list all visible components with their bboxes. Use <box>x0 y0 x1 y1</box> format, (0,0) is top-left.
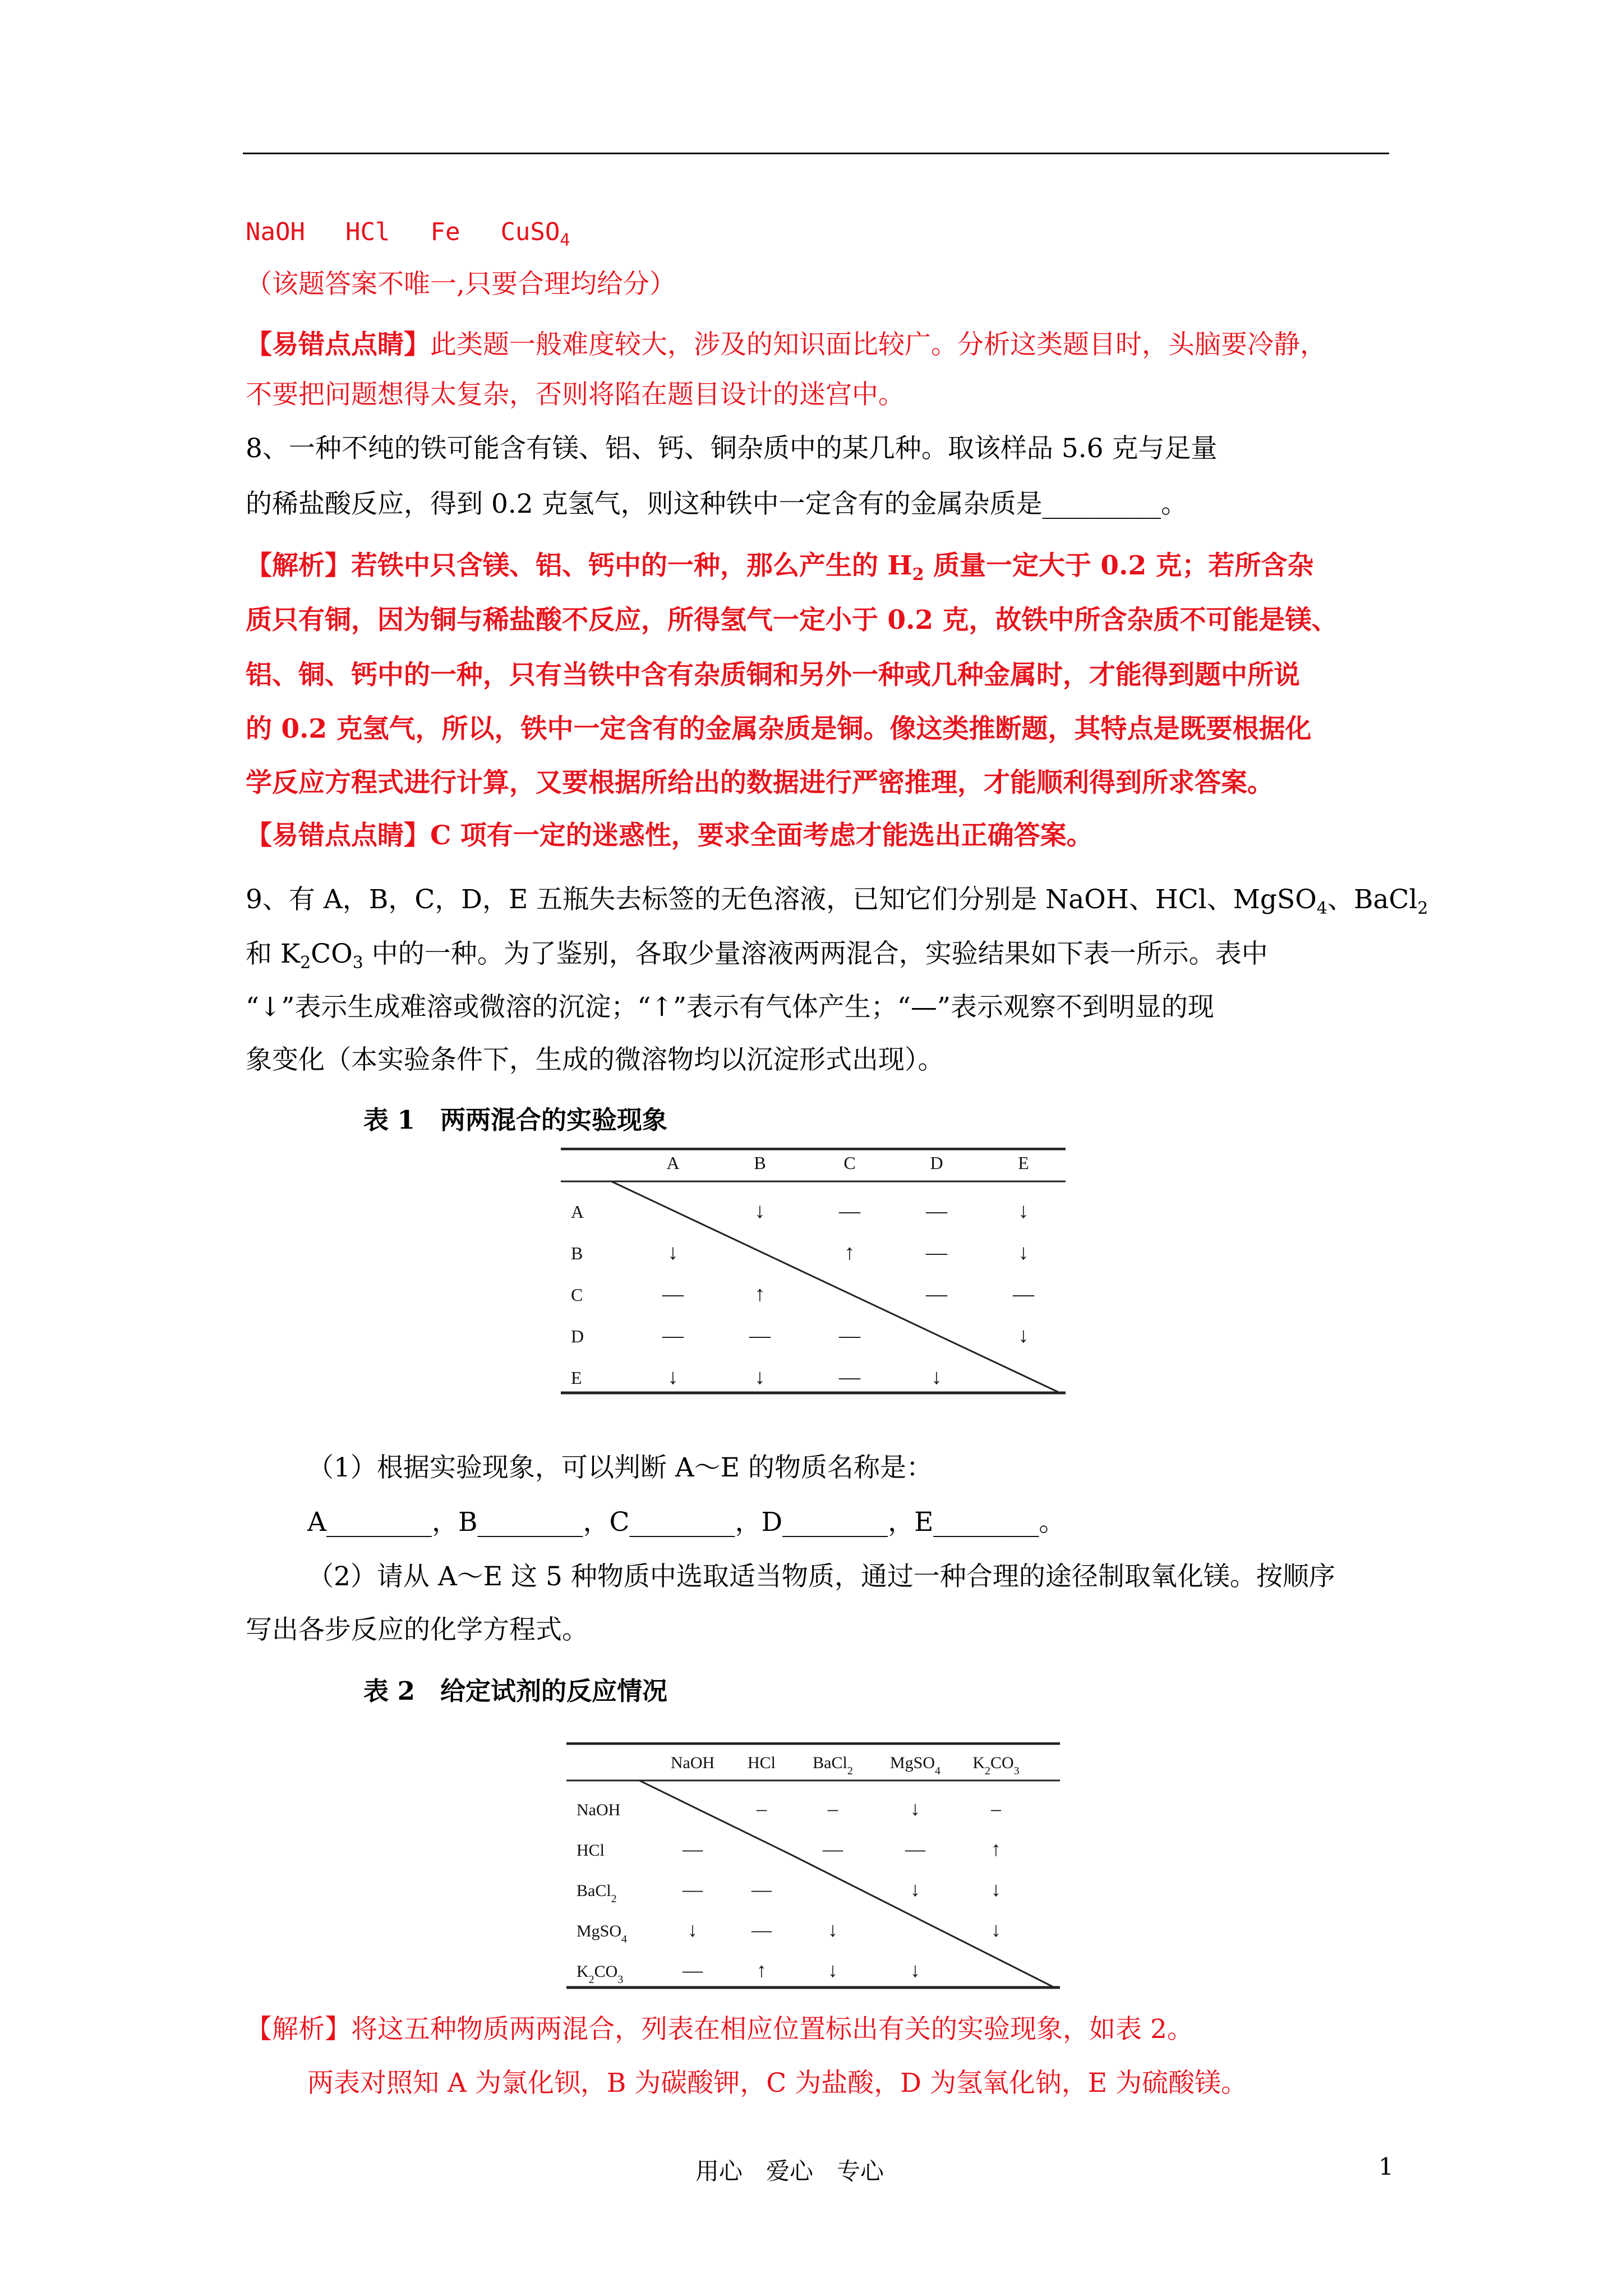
q9-line2: 和 $K_2CO_3$ 中的一种。为了鉴别，各取少量溶液两两混合，实验结果如下表一所示。表中 <box>246 938 1268 973</box>
table1-caption: 表 1 两两混合的实验现象 <box>363 1105 667 1135</box>
answer-row <box>246 220 570 249</box>
table1-cell: — <box>839 1199 860 1223</box>
table1-cell: ↓ <box>1018 1241 1029 1264</box>
table1-cell: — <box>926 1241 947 1264</box>
part1-question: （1）根据实验现象，可以判断 A～E 的物质名称是： <box>307 1452 933 1483</box>
answer-fe: Fe <box>430 218 460 246</box>
table2-row-header: NaOH <box>577 1801 621 1819</box>
table1-cell: ↓ <box>931 1365 942 1389</box>
table2-cell: — <box>683 1838 703 1860</box>
analysis8-line2: 质只有铜，因为铜与稀盐酸不反应，所得氢气一定小于 0.2 克，故铁中所含杂质不可能是镁、 <box>246 605 1338 636</box>
table2 <box>566 1742 1071 1995</box>
table2-col-header: NaOH <box>670 1754 715 1772</box>
answer-naoh: NaOH <box>246 218 305 246</box>
table1-cell: — <box>839 1324 860 1347</box>
table1-col-header: E <box>1018 1153 1029 1173</box>
table1-cell: — <box>662 1324 684 1347</box>
table2-cell: ↑ <box>757 1959 767 1981</box>
tip1-line2: 不要把问题想得太复杂，否则将陷在题目设计的迷宫中。 <box>246 379 905 410</box>
table2-cell: — <box>751 1878 772 1901</box>
table1-cell: ↓ <box>667 1241 679 1264</box>
part2-line2: 写出各步反应的化学方程式。 <box>246 1614 588 1645</box>
table1 <box>561 1148 1077 1400</box>
table1-cell: ↓ <box>1018 1199 1029 1223</box>
part2-line1: （2）请从 A～E 这 5 种物质中选取适当物质，通过一种合理的途径制取氧化镁。按顺序 <box>307 1561 1335 1592</box>
table2-cell: — <box>683 1959 703 1981</box>
q8-line1: 8、一种不纯的铁可能含有镁、铝、钙、铜杂质中的某几种。取该样品 5.6 克与足量 <box>246 433 1218 464</box>
table2-cell: ↓ <box>688 1918 698 1941</box>
table2-cell: ↓ <box>991 1878 1001 1901</box>
analysis8-line1: 【解析】若铁中只含镁、铝、钙中的一种，那么产生的 $H_2$ 质量一定大于 0.2 克；若所含杂 <box>246 550 1314 585</box>
table2-col-header: HCl <box>747 1754 776 1772</box>
table2-row-header: BaCl$_2$ <box>577 1881 617 1905</box>
table1-cell: — <box>926 1282 947 1306</box>
table2-cell: — <box>751 1918 772 1941</box>
page-number: 1 <box>1378 2153 1394 2180</box>
table1-col-header: D <box>930 1153 943 1173</box>
table2-cell: ↓ <box>910 1878 920 1901</box>
tip1-label: 【易错点点睛】 <box>246 329 430 360</box>
table1-cell: ↑ <box>844 1241 855 1264</box>
table1-row-header: E <box>571 1368 582 1388</box>
table1-cell: — <box>1013 1282 1034 1306</box>
q9-line4: 象变化（本实验条件下，生成的微溶物均以沉淀形式出现）。 <box>246 1045 944 1075</box>
answer-cuso4: CuSO$_4$ <box>500 218 570 250</box>
analysis8-line4: 的 0.2 克氢气，所以，铁中一定含有的金属杂质是铜。像这类推断题，其特点是既要根据化 <box>246 714 1312 744</box>
table2-caption: 表 2 给定试剂的反应情况 <box>363 1676 667 1706</box>
table2-col-header: MgSO$_4$ <box>889 1754 941 1777</box>
q8-line2: 的稀盐酸反应，得到 0.2 克氢气，则这种铁中一定含有的金属杂质是_________。 <box>246 489 1188 519</box>
answer-note: （该题答案不唯一,只要合理均给分） <box>246 269 676 300</box>
table2-row-header: $K_2CO_3$ <box>577 1962 624 1986</box>
analysis9-line1: 【解析】将这五种物质两两混合，列表在相应位置标出有关的实验现象，如表 2。 <box>246 2014 1193 2045</box>
table2-cell: — <box>823 1838 843 1860</box>
tip1-line1: 【易错点点睛】此类题一般难度较大，涉及的知识面比较广。分析这类题目时，头脑要冷静， <box>246 329 1326 360</box>
table1-row-header: B <box>571 1243 583 1263</box>
table1-cell: ↓ <box>1018 1324 1029 1347</box>
analysis8-line3: 铝、铜、钙中的一种，只有当铁中含有杂质铜和另外一种或几种金属时，才能得到题中所说 <box>246 660 1300 691</box>
table2-cell: – <box>757 1797 767 1820</box>
table1-col-header: B <box>754 1153 766 1173</box>
analysis8-line5: 学反应方程式进行计算，又要根据所给出的数据进行严密推理，才能顺利得到所求答案。 <box>246 767 1274 798</box>
table2-cell: — <box>905 1838 925 1860</box>
table2-col-header: BaCl$_2$ <box>813 1754 853 1777</box>
table2-cell: ↓ <box>910 1797 920 1820</box>
table2-cell: ↓ <box>828 1959 838 1981</box>
table1-cell: — <box>839 1365 860 1389</box>
answer-hcl: HCl <box>345 218 390 246</box>
table1-cell: ↓ <box>667 1365 679 1389</box>
table2-cell: – <box>991 1797 1001 1820</box>
table1-row-header: C <box>571 1285 583 1305</box>
table2-row-header: HCl <box>577 1841 605 1860</box>
table1-row-header: D <box>571 1326 584 1346</box>
table1-cell: — <box>926 1199 947 1223</box>
q9-line1: 9、有 A，B，C，D，E 五瓶失去标签的无色溶液，已知它们分别是 NaOH、HCl、MgSO$_4$、BaCl$_2$ <box>246 884 1428 918</box>
table2-col-header: $K_2CO_3$ <box>972 1754 1020 1777</box>
table1-cell: — <box>662 1282 684 1306</box>
table1-cell: ↓ <box>754 1199 766 1223</box>
table1-col-header: A <box>666 1153 680 1173</box>
table2-cell: – <box>828 1797 838 1820</box>
table2-row-header: MgSO$_4$ <box>577 1922 628 1945</box>
table1-cell: ↓ <box>754 1365 766 1389</box>
header-rule <box>243 153 1389 154</box>
analysis9-line2: 两表对照知 A 为氯化钡，B 为碳酸钾，C 为盐酸，D 为氢氧化钠，E 为硫酸镁。 <box>307 2068 1248 2099</box>
footer-slogan: 用心 爱心 专心 <box>695 2157 884 2185</box>
table1-cell: ↑ <box>754 1282 766 1306</box>
table2-cell: ↓ <box>910 1959 920 1981</box>
part1-blanks: A________，B________，C________，D________，E________。 <box>307 1507 1066 1538</box>
table1-cell: — <box>749 1324 771 1347</box>
q9-line3: “↓”表示生成难溶或微溶的沉淀；“↑”表示有气体产生；“—”表示观察不到明显的现 <box>246 992 1214 1023</box>
table2-cell: ↑ <box>991 1838 1001 1860</box>
table1-row-header: A <box>571 1202 584 1222</box>
table2-cell: — <box>683 1878 703 1901</box>
table2-cell: ↓ <box>828 1918 838 1941</box>
analysis8-line6: 【易错点点睛】C 项有一定的迷惑性，要求全面考虑才能选出正确答案。 <box>246 820 1093 851</box>
table2-cell: ↓ <box>991 1918 1001 1941</box>
table1-col-header: C <box>843 1153 856 1173</box>
